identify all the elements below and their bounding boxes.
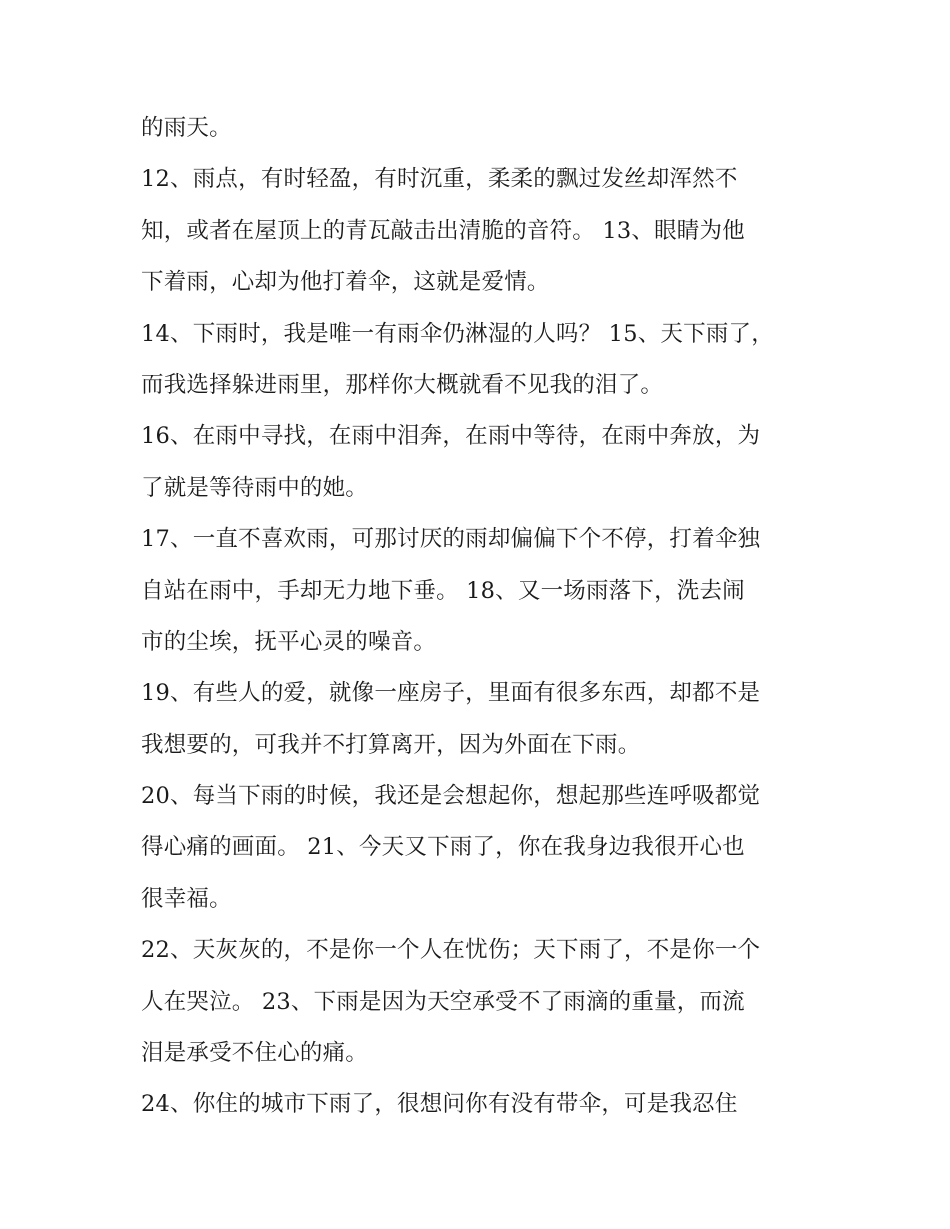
text-line: 20、每当下雨的时候，我还是会想起你，想起那些连呼吸都觉 (141, 783, 761, 810)
text-line: 知，或者在屋顶上的青瓦敲击出清脆的音符。 13、眼睛为他 (141, 217, 745, 244)
text-line: 22、天灰灰的，不是你一个人在忧伤；天下雨了，不是你一个 (141, 937, 761, 964)
text-line: 泪是承受不住心的痛。 (141, 1040, 369, 1067)
text-line: 了就是等待雨中的她。 (141, 474, 369, 501)
text-line: 下着雨，心却为他打着伞，这就是爱情。 (141, 269, 550, 296)
text-line: 得心痛的画面。 21、今天又下雨了，你在我身边我很开心也 (141, 834, 745, 861)
text-line: 16、在雨中寻找，在雨中泪奔，在雨中等待，在雨中奔放，为 (141, 423, 761, 450)
text-line: 很幸福。 (141, 885, 232, 912)
text-line: 而我选择躲进雨里，那样你大概就看不见我的泪了。 (141, 371, 664, 398)
text-line: 14、下雨时，我是唯一有雨伞仍淋湿的人吗？ 15、天下雨了， (141, 320, 774, 347)
text-line: 人在哭泣。 23、下雨是因为天空承受不了雨滴的重量，而流 (141, 988, 745, 1015)
text-line: 24、你住的城市下雨了，很想问你有没有带伞，可是我忍住 (141, 1091, 738, 1118)
text-line: 自站在雨中，手却无力地下垂。 18、又一场雨落下，洗去闹 (141, 577, 745, 604)
body-text (141, 103, 831, 1131)
text-line: 17、一直不喜欢雨，可那讨厌的雨却偏偏下个不停，打着伞独 (141, 526, 761, 553)
text-line: 我想要的，可我并不打算离开，因为外面在下雨。 (141, 731, 641, 758)
text-line: 的雨天。 (141, 115, 232, 141)
text-line: 12、雨点，有时轻盈，有时沉重，柔柔的飘过发丝却浑然不 (141, 166, 738, 193)
text-line: 市的尘埃，抚平心灵的噪音。 (141, 628, 437, 655)
text-line: 19、有些人的爱，就像一座房子，里面有很多东西，却都不是 (141, 680, 761, 707)
